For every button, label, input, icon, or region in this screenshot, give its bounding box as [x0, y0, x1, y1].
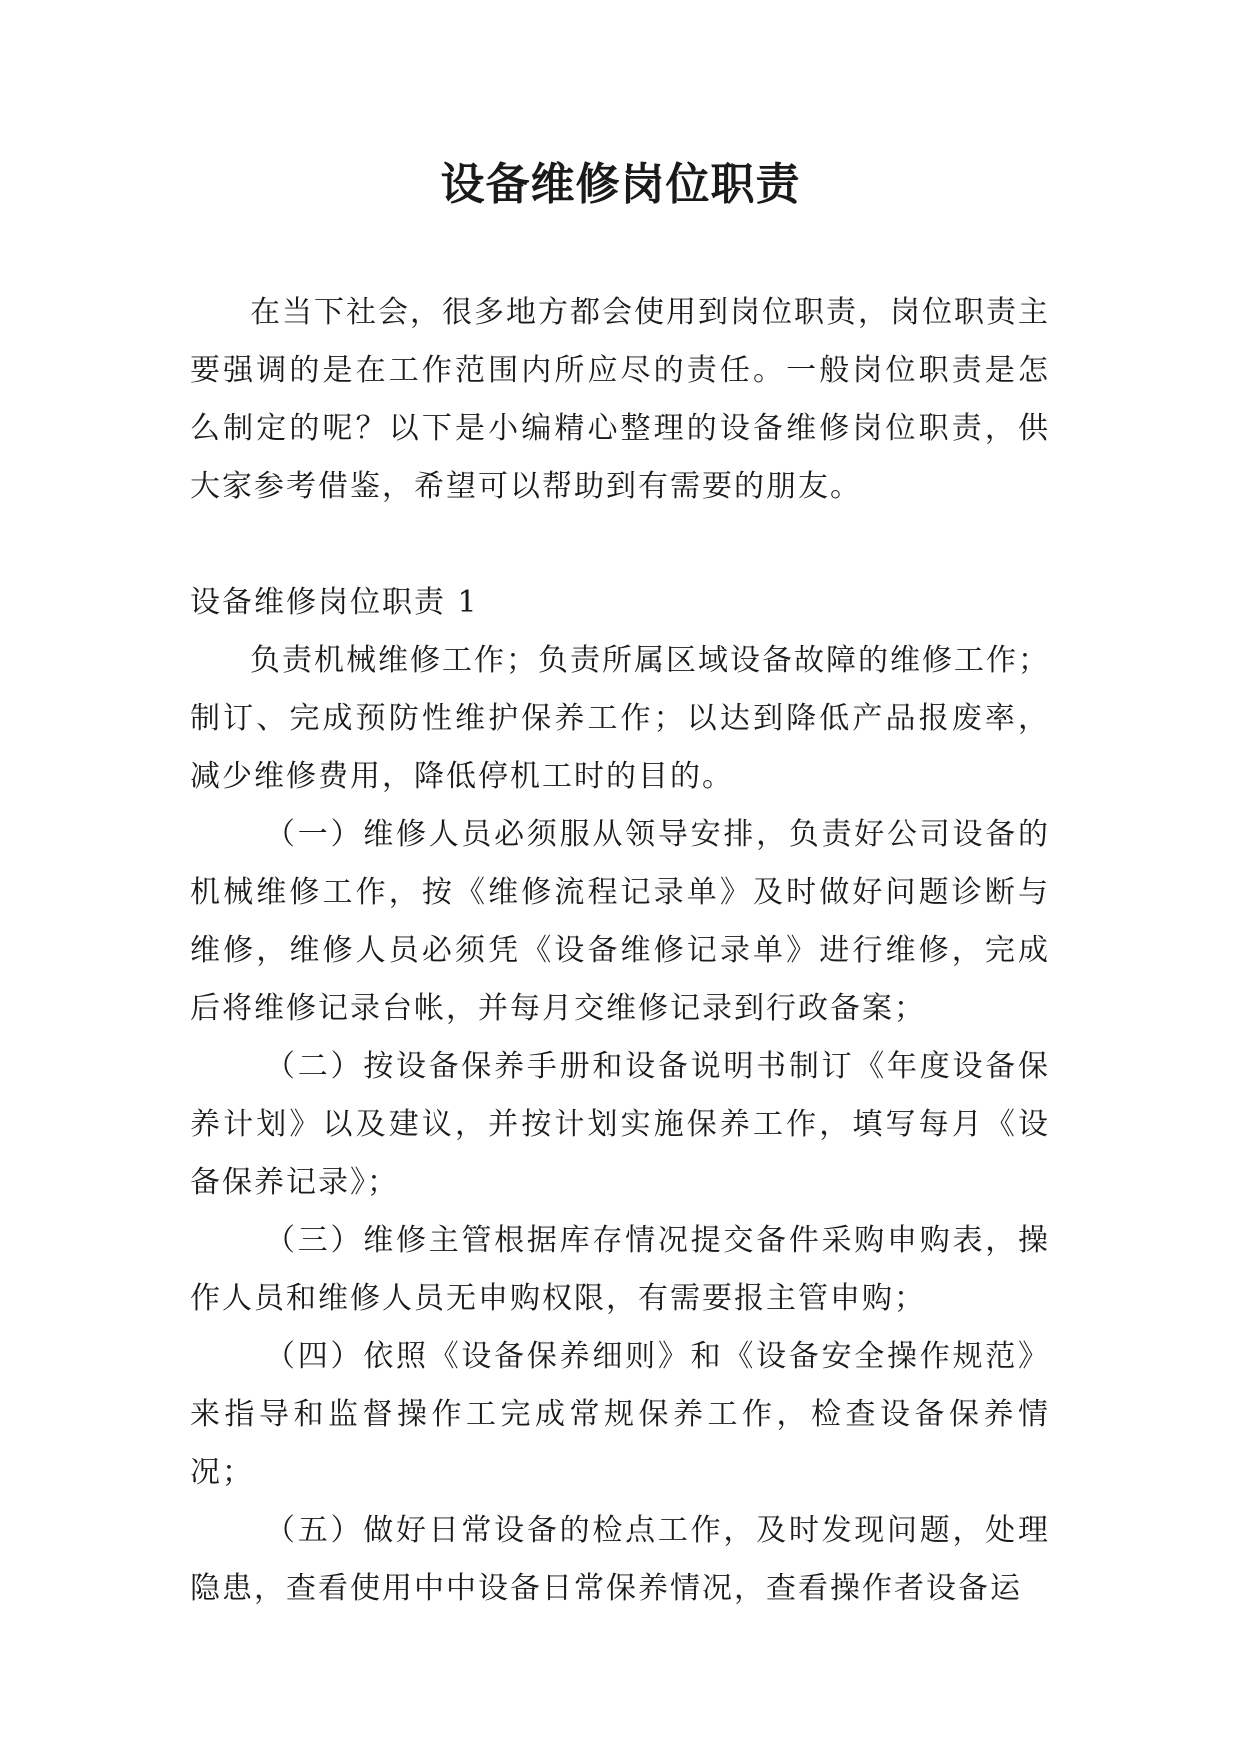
document-body [190, 284, 1050, 1618]
duty-item-2: （二）按设备保养手册和设备说明书制订《年度设备保养计划》以及建议，并按计划实施保养工作，填写每月《设备保养记录》； [190, 1049, 1050, 1200]
section-heading: 设备维修岗位职责 1 [190, 585, 479, 620]
duty-item-4: （四）依照《设备保养细则》和《设备安全操作规范》来指导和监督操作工完成常规保养工作，检查设备保养情况； [190, 1339, 1050, 1490]
duty-item-1: （一）维修人员必须服从领导安排，负责好公司设备的机械维修工作，按《维修流程记录单》及时做好问题诊断与维修，维修人员必须凭《设备维修记录单》进行维修，完成后将维修记录台帐，并每月交维修记录到行政备案； [190, 817, 1050, 1026]
duty-item-3: （三）维修主管根据库存情况提交备件采购申购表，操作人员和维修人员无申购权限，有需要报主管申购； [190, 1223, 1050, 1316]
intro-paragraph: 在当下社会，很多地方都会使用到岗位职责，岗位职责主要强调的是在工作范围内所应尽的责任。一般岗位职责是怎么制定的呢？以下是小编精心整理的设备维修岗位职责，供大家参考借鉴，希望可以帮助到有需要的朋友。 [190, 295, 1050, 504]
spacer [190, 516, 1050, 574]
document-title: 设备维修岗位职责 [440, 159, 801, 210]
section-summary: 负责机械维修工作；负责所属区域设备故障的维修工作；制订、完成预防性维护保养工作；以达到降低产品报废率，减少维修费用，降低停机工时的目的。 [190, 643, 1050, 794]
duty-item-5: （五）做好日常设备的检点工作，及时发现问题，处理隐患，查看使用中中设备日常保养情况，查看操作者设备运 [190, 1513, 1050, 1606]
